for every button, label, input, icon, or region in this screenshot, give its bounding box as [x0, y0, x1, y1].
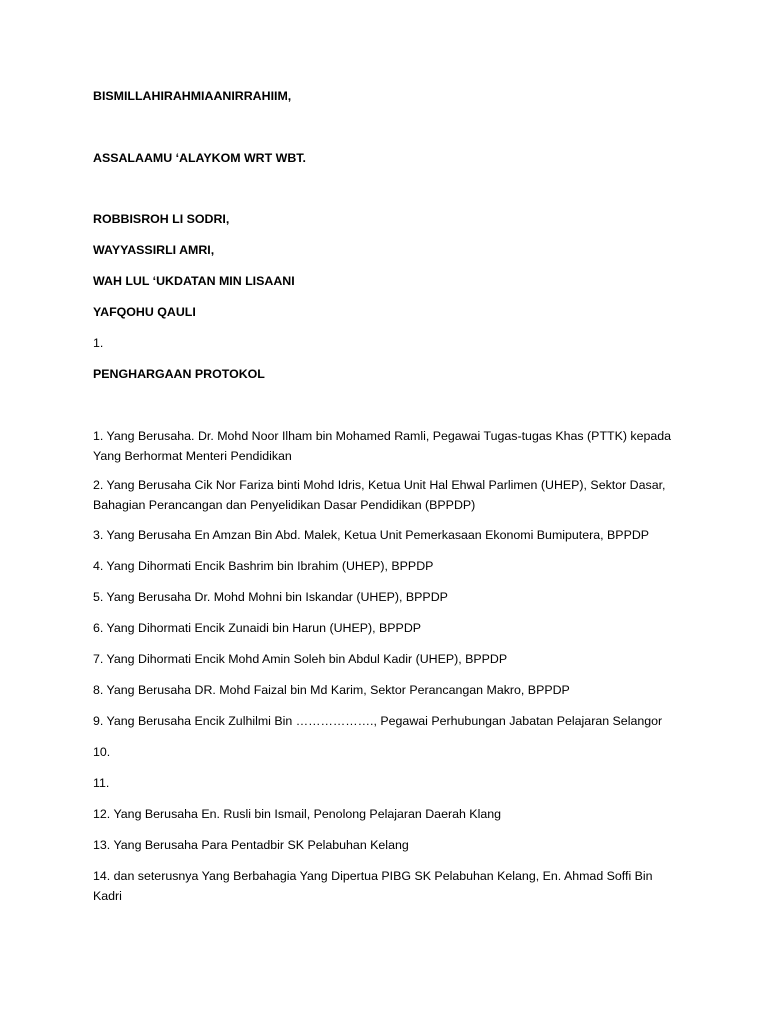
protocol-item: 11. [93, 776, 110, 790]
protocol-item: 13. Yang Berusaha Para Pentadbir SK Pelabuhan Kelang [93, 838, 409, 852]
protocol-item: 3. Yang Berusaha En Amzan Bin Abd. Malek, Ketua Unit Pemerkasaan Ekonomi Bumiputera, BPPDP [93, 528, 650, 542]
protocol-item: 4. Yang Dihormati Encik Bashrim bin Ibrahim (UHEP), BPPDP [93, 559, 434, 573]
protocol-item: 1. Yang Berusaha. Dr. Mohd Noor Ilham bin Mohamed Ramli, Pegawai Tugas-tugas Khas (PTTK) kepada Yang Berhormat Menteri Pendidikan [93, 429, 672, 463]
protocol-item: 7. Yang Dihormati Encik Mohd Amin Soleh bin Abdul Kadir (UHEP), BPPDP [93, 652, 508, 666]
protocol-item: 12. Yang Berusaha En. Rusli bin Ismail, Penolong Pelajaran Daerah Klang [93, 807, 502, 821]
protocol-item: 14. dan seterusnya Yang Berbahagia Yang Dipertua PIBG SK Pelabuhan Kelang, En. Ahmad Soffi Bin Kadri [93, 869, 653, 903]
doa-line-2: WAYYASSIRLI AMRI, [93, 243, 215, 257]
protocol-item: 6. Yang Dihormati Encik Zunaidi bin Harun (UHEP), BPPDP [93, 621, 422, 635]
greeting-salam: ASSALAAMU ‘ALAYKOM WRT WBT. [93, 151, 306, 165]
protocol-item: 8. Yang Berusaha DR. Mohd Faizal bin Md Karim, Sektor Perancangan Makro, BPPDP [93, 683, 570, 697]
greeting-bismillah: BISMILLAHIRAHMIAANIRRAHIIM, [93, 89, 292, 103]
protocol-item: 9. Yang Berusaha Encik Zulhilmi Bin ………………., Pegawai Perhubungan Jabatan Pelajaran Selangor [93, 714, 663, 728]
protocol-item: 10. [93, 745, 111, 759]
doa-line-4: YAFQOHU QAULI [93, 305, 196, 319]
doa-line-3: WAH LUL ‘UKDATAN MIN LISAANI [93, 274, 295, 288]
section-title: PENGHARGAAN PROTOKOL [93, 367, 265, 381]
section-number: 1. [93, 336, 104, 350]
doa-line-1: ROBBISROH LI SODRI, [93, 212, 230, 226]
protocol-item: 5. Yang Berusaha Dr. Mohd Mohni bin Iskandar (UHEP), BPPDP [93, 590, 448, 604]
protocol-item: 2. Yang Berusaha Cik Nor Fariza binti Mohd Idris, Ketua Unit Hal Ehwal Parlimen (UHEP), Sektor Dasar, Bahagian Perancangan dan Penyelidikan Dasar Pendidikan (BPPDP) [93, 478, 666, 512]
